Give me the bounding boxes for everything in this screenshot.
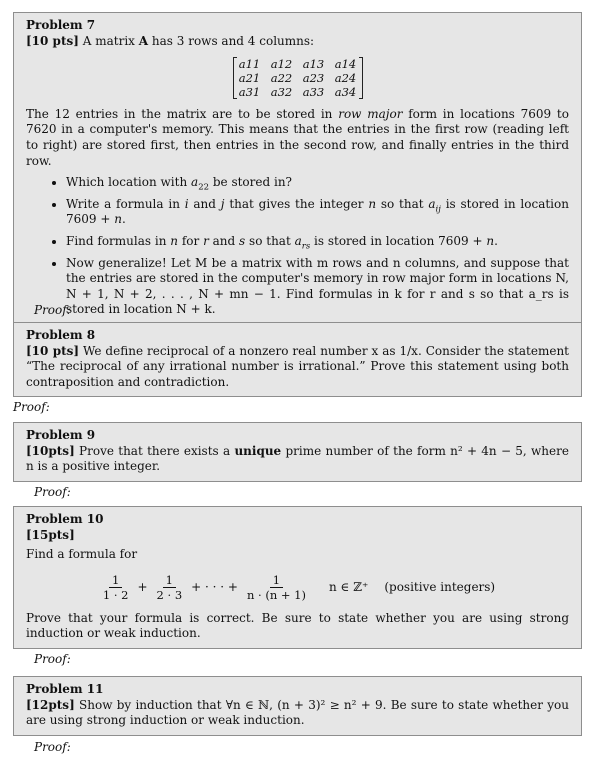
matrix-row — [239, 57, 357, 71]
matrix-row — [239, 71, 357, 85]
problem-7-intro: [10 pts] A matrix A has 3 rows and 4 columns: — [26, 33, 315, 48]
domain: n ∈ ℤ⁺ — [328, 579, 369, 594]
proof-label: Proof: — [34, 485, 71, 499]
problem-title: Problem 8 — [26, 328, 96, 342]
proof-label: Proof: — [34, 303, 71, 317]
problem-9-box — [13, 422, 582, 482]
problem-11-text: [12pts] Show by induction that ∀n ∈ ℕ, (n + 3)² ≥ n² + 9. Be sure to state whether you are using strong induction or weak induction. — [26, 697, 569, 728]
matrix-entry: a32 — [270, 85, 293, 100]
ellipsis-plus: + · · · + — [191, 579, 238, 594]
problem-8-text: [10 pts] We define reciprocal of a nonzero real number x as 1/x. Consider the statement “The reciprocal of any irrational number is irrational.” Prove this statement using both contraposition and contradiction. — [26, 343, 569, 389]
proof-label: Proof: — [34, 740, 71, 754]
list-item: • Write a formula in i and j that gives the integer n so that $a_{ij}$ is stored in location 7609 + n. — [66, 197, 569, 228]
fraction: $\frac{1}{2 \cdot 3}$ — [156, 572, 183, 602]
problem-11-box — [13, 676, 582, 736]
problem-8-box — [13, 322, 582, 397]
matrix-entry: a14 — [334, 57, 357, 72]
matrix-entry: a34 — [334, 85, 357, 100]
problem-9-text: [10pts] Prove that there exists a unique prime number of the form n² + 4n − 5, where n is a positive integer. — [26, 443, 569, 474]
problem-title: Problem 7 — [26, 18, 96, 32]
matrix-entry: a13 — [302, 57, 325, 72]
problem-title: Problem 10 — [26, 512, 104, 526]
problem-10-text: Prove that your formula is correct. Be sure to state whether you are using strong induction or weak induction. — [26, 610, 569, 641]
matrix-body — [233, 57, 363, 99]
matrix-entry: a12 — [270, 57, 293, 72]
list-item: • Find formulas in n for r and s so that $a_{rs}$ is stored in location 7609 + n. — [66, 234, 569, 250]
matrix-entry: a33 — [302, 85, 325, 100]
problem-10-find: Find a formula for — [26, 547, 138, 562]
fraction: $\frac{1}{n \cdot (n + 1)}$ — [246, 572, 306, 602]
matrix-entry: a31 — [238, 85, 261, 100]
matrix-entry: a24 — [334, 71, 357, 86]
fraction: $\frac{1}{1 \cdot 2}$ — [102, 572, 129, 602]
problem-7-box — [13, 12, 582, 331]
matrix-entry: a23 — [302, 71, 325, 86]
list-item: • Which location with $a_{22}$ be stored in? — [66, 175, 569, 191]
matrix-a — [26, 57, 569, 101]
problem-title: Problem 11 — [26, 682, 104, 696]
matrix-row — [239, 85, 357, 99]
matrix-entry: a22 — [270, 71, 293, 86]
problem-7-tasks — [26, 175, 569, 318]
proof-label: Proof: — [34, 652, 71, 666]
sum-formula: $\frac{1}{1 \cdot 2}$ + $\frac{1}{2 \cdot 3}$ + · · · + $\frac{1}{n \cdot (n + 1)}$ n ∈ ℤ⁺ (positive integers) — [26, 573, 569, 603]
problem-points: [15pts] — [26, 527, 75, 542]
matrix-entry: a21 — [238, 71, 261, 86]
problem-10-box — [13, 506, 582, 649]
proof-label: Proof: — [13, 400, 50, 414]
list-item: • Now generalize! Let M be a matrix with m rows and n columns, and suppose that the entries are stored in the computer's memory in row major form in locations N, N + 1, N + 2, . . . , N + mn − 1. Find formulas in k for r and s so that a_rs is stored in location N + k. — [66, 256, 569, 318]
problem-7-paragraph: The 12 entries in the matrix are to be stored in row major form in locations 7609 to 7620 in a computer's memory. This means that the entries in the first row (reading left to right) are stored first, then entries in the second row, and finally entries in the third row. — [26, 106, 569, 168]
problem-title: Problem 9 — [26, 428, 96, 442]
matrix-entry: a11 — [238, 57, 261, 72]
domain-note: (positive integers) — [384, 579, 496, 594]
